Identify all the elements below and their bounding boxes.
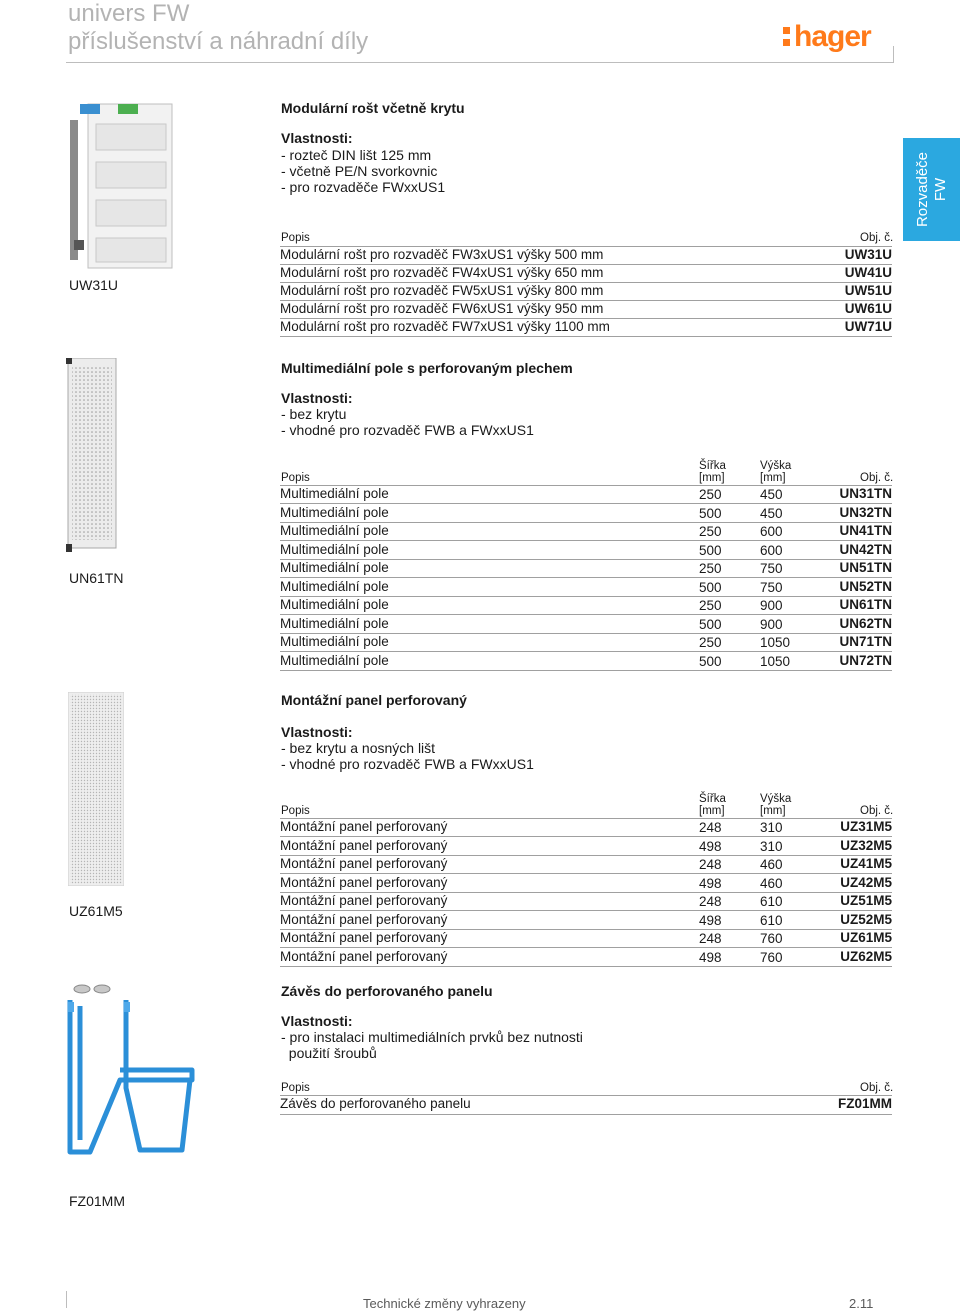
- cell-order-no: UN52TN: [839, 578, 892, 594]
- footer-tick: [66, 1291, 67, 1308]
- cell-order-no: UZ61M5: [840, 930, 892, 945]
- cell-height: 750: [760, 579, 783, 595]
- cell-order-no: UN42TN: [839, 541, 892, 557]
- cell-height: 750: [760, 561, 783, 576]
- table-row: [280, 596, 892, 615]
- cell-width: 248: [699, 820, 722, 835]
- cell-description: Multimediální pole: [280, 597, 389, 612]
- cell-height: 760: [760, 931, 783, 946]
- cell-order-no: FZ01MM: [838, 1096, 892, 1111]
- perforated-panel-image: [68, 692, 124, 886]
- modular-frame-image: [66, 100, 176, 272]
- table-row: [280, 892, 892, 911]
- cell-order-no: UW41U: [844, 265, 892, 280]
- cell-width: 500: [699, 653, 722, 669]
- column-header-order-no: Obj. č.: [860, 472, 894, 484]
- cell-order-no: UZ62M5: [840, 948, 892, 964]
- table-row: [280, 559, 892, 578]
- side-tab-rozvadece[interactable]: [903, 138, 960, 241]
- product-label-uw31u: UW31U: [69, 277, 119, 293]
- cell-order-no: UW71U: [844, 319, 892, 334]
- product-label-fz01mm: FZ01MM: [69, 1193, 125, 1209]
- cell-order-no: UZ51M5: [840, 893, 892, 908]
- footer-note: Technické změny vyhrazeny: [363, 1296, 526, 1311]
- column-header-order-no: Obj. č.: [860, 805, 894, 817]
- cell-width: 500: [699, 542, 722, 558]
- cell-height: 460: [760, 875, 783, 891]
- cell-description: Montážní panel perforovaný: [280, 837, 448, 853]
- column-header-width-unit: [mm]: [699, 472, 725, 484]
- cell-width: 498: [699, 912, 722, 928]
- cell-height: 900: [760, 616, 783, 632]
- column-header-order-no: Obj. č.: [860, 1082, 894, 1094]
- cell-height: 460: [760, 857, 783, 872]
- cell-order-no: UZ31M5: [840, 819, 892, 834]
- cell-description: Multimediální pole: [280, 615, 389, 631]
- table-row: [280, 1095, 892, 1115]
- cell-description: Modulární rošt pro rozvaděč FW6xUS1 výšky 950 mm: [280, 301, 604, 316]
- column-header-height: Výška: [760, 793, 792, 805]
- property-item: - rozteč DIN lišt 125 mm: [281, 147, 432, 163]
- cell-width: 248: [699, 931, 722, 946]
- section-title-modular-frame: Modulární rošt včetně krytu: [281, 100, 465, 116]
- cell-description: Montážní panel perforovaný: [280, 948, 448, 964]
- section-title-multimedia-panel: Multimediální pole s perforovaným plechem: [281, 360, 573, 376]
- column-header-width: Šířka: [699, 793, 726, 805]
- cell-description: Multimediální pole: [280, 486, 389, 501]
- table-row: [280, 652, 892, 671]
- cell-order-no: UW31U: [844, 247, 892, 262]
- column-header-description: Popis: [281, 1082, 310, 1094]
- column-header-width: Šířka: [699, 460, 726, 472]
- table-row: [280, 246, 892, 265]
- table-row: [280, 615, 892, 634]
- cell-order-no: UN62TN: [839, 615, 892, 631]
- cell-description: Montážní panel perforovaný: [280, 819, 448, 834]
- cell-height: 610: [760, 894, 783, 909]
- cell-description: Multimediální pole: [280, 523, 389, 538]
- cell-description: Multimediální pole: [280, 634, 389, 649]
- table-row: [280, 264, 892, 283]
- cell-height: 310: [760, 820, 783, 835]
- properties-heading: Vlastnosti:: [281, 724, 353, 740]
- cell-width: 250: [699, 561, 722, 576]
- cell-description: Montážní panel perforovaný: [280, 911, 448, 927]
- cell-width: 500: [699, 579, 722, 595]
- multimedia-panel-image: [66, 358, 118, 554]
- cell-order-no: UZ32M5: [840, 837, 892, 853]
- header-rule-tick: [893, 46, 894, 63]
- cell-description: Montážní panel perforovaný: [280, 930, 448, 945]
- property-item: - bez krytu a nosných lišt: [281, 740, 436, 756]
- table-row: [280, 874, 892, 893]
- cell-description: Montážní panel perforovaný: [280, 874, 448, 890]
- property-item: - vhodné pro rozvaděč FWB a FWxxUS1: [281, 422, 534, 438]
- product-label-un61tn: UN61TN: [69, 570, 124, 586]
- property-item: - bez krytu: [281, 406, 347, 422]
- header-rule: [66, 62, 894, 63]
- side-tab-line2: FW: [931, 177, 949, 202]
- table-row: [280, 541, 892, 560]
- product-label-uz61m5: UZ61M5: [69, 903, 123, 919]
- table-row: [280, 855, 892, 874]
- cell-order-no: UN72TN: [839, 652, 892, 668]
- cell-width: 500: [699, 505, 722, 521]
- property-item: použití šroubů: [281, 1045, 377, 1061]
- cell-width: 498: [699, 838, 722, 854]
- column-header-description: Popis: [281, 232, 310, 244]
- cell-height: 610: [760, 912, 783, 928]
- cell-description: Modulární rošt pro rozvaděč FW4xUS1 výšky 650 mm: [280, 265, 604, 280]
- table-row: [280, 948, 892, 967]
- table-row: [280, 633, 892, 652]
- table-row: [280, 282, 892, 301]
- properties-heading: Vlastnosti:: [281, 390, 353, 406]
- cell-width: 248: [699, 894, 722, 909]
- cell-height: 900: [760, 598, 783, 613]
- properties-heading: Vlastnosti:: [281, 1013, 353, 1029]
- column-header-height-unit: [mm]: [760, 472, 786, 484]
- cell-width: 248: [699, 857, 722, 872]
- cell-order-no: UN41TN: [839, 523, 892, 538]
- cell-description: Multimediální pole: [280, 560, 389, 575]
- cell-width: 250: [699, 598, 722, 613]
- cell-height: 600: [760, 524, 783, 539]
- cell-order-no: UN32TN: [839, 504, 892, 520]
- hanger-bracket-image: [66, 980, 198, 1162]
- table-row: [280, 837, 892, 856]
- cell-height: 310: [760, 838, 783, 854]
- cell-order-no: UW51U: [844, 283, 892, 298]
- side-tab-line1: Rozvaděče: [914, 151, 932, 228]
- cell-width: 500: [699, 616, 722, 632]
- property-item: - vhodné pro rozvaděč FWB a FWxxUS1: [281, 756, 534, 772]
- column-header-height-unit: [mm]: [760, 805, 786, 817]
- table-row: [280, 818, 892, 837]
- cell-description: Modulární rošt pro rozvaděč FW7xUS1 výšky 1100 mm: [280, 319, 610, 334]
- table-row: [280, 522, 892, 541]
- cell-order-no: UZ42M5: [840, 874, 892, 890]
- table-row: [280, 929, 892, 948]
- table-row: [280, 300, 892, 319]
- column-header-height: Výška: [760, 460, 792, 472]
- property-item: - pro rozvaděče FWxxUS1: [281, 179, 446, 195]
- cell-height: 450: [760, 487, 783, 502]
- cell-order-no: UZ52M5: [840, 911, 892, 927]
- cell-order-no: UZ41M5: [840, 856, 892, 871]
- table-row: [280, 578, 892, 597]
- section-title-hanger: Závěs do perforovaného panelu: [281, 983, 493, 999]
- cell-description: Modulární rošt pro rozvaděč FW3xUS1 výšky 500 mm: [280, 247, 604, 262]
- header-title: univers FW: [68, 0, 190, 27]
- cell-order-no: UN51TN: [839, 560, 892, 575]
- column-header-description: Popis: [281, 805, 310, 817]
- cell-height: 450: [760, 505, 783, 521]
- logo-mark: [783, 25, 793, 49]
- cell-description: Multimediální pole: [280, 652, 389, 668]
- cell-width: 250: [699, 635, 722, 650]
- table-row: [280, 318, 892, 337]
- cell-description: Montážní panel perforovaný: [280, 893, 448, 908]
- cell-description: Multimediální pole: [280, 578, 389, 594]
- cell-order-no: UW61U: [844, 301, 892, 316]
- property-item: - pro instalaci multimediálních prvků bez nutnosti: [281, 1029, 583, 1045]
- page-number: 2.11: [849, 1296, 874, 1311]
- table-row: [280, 911, 892, 930]
- cell-width: 250: [699, 524, 722, 539]
- cell-order-no: UN71TN: [839, 634, 892, 649]
- table-row: [280, 504, 892, 523]
- property-item: - včetně PE/N svorkovnic: [281, 163, 438, 179]
- section-title-mounting-panel: Montážní panel perforovaný: [281, 692, 467, 708]
- cell-description: Multimediální pole: [280, 541, 389, 557]
- cell-description: Multimediální pole: [280, 504, 389, 520]
- cell-width: 250: [699, 487, 722, 502]
- table-row: [280, 485, 892, 504]
- cell-height: 600: [760, 542, 783, 558]
- cell-description: Modulární rošt pro rozvaděč FW5xUS1 výšky 800 mm: [280, 283, 604, 298]
- properties-heading: Vlastnosti:: [281, 130, 353, 146]
- cell-height: 760: [760, 949, 783, 965]
- column-header-description: Popis: [281, 472, 310, 484]
- cell-description: Montážní panel perforovaný: [280, 856, 448, 871]
- cell-width: 498: [699, 875, 722, 891]
- cell-height: 1050: [760, 635, 791, 650]
- cell-height: 1050: [760, 653, 791, 669]
- cell-order-no: UN31TN: [839, 486, 892, 501]
- cell-description: Závěs do perforovaného panelu: [280, 1096, 471, 1111]
- cell-order-no: UN61TN: [839, 597, 892, 612]
- hager-logo: hager: [794, 20, 871, 53]
- column-header-width-unit: [mm]: [699, 805, 725, 817]
- cell-width: 498: [699, 949, 722, 965]
- header-subtitle: příslušenství a náhradní díly: [68, 28, 369, 55]
- column-header-order-no: Obj. č.: [860, 232, 894, 244]
